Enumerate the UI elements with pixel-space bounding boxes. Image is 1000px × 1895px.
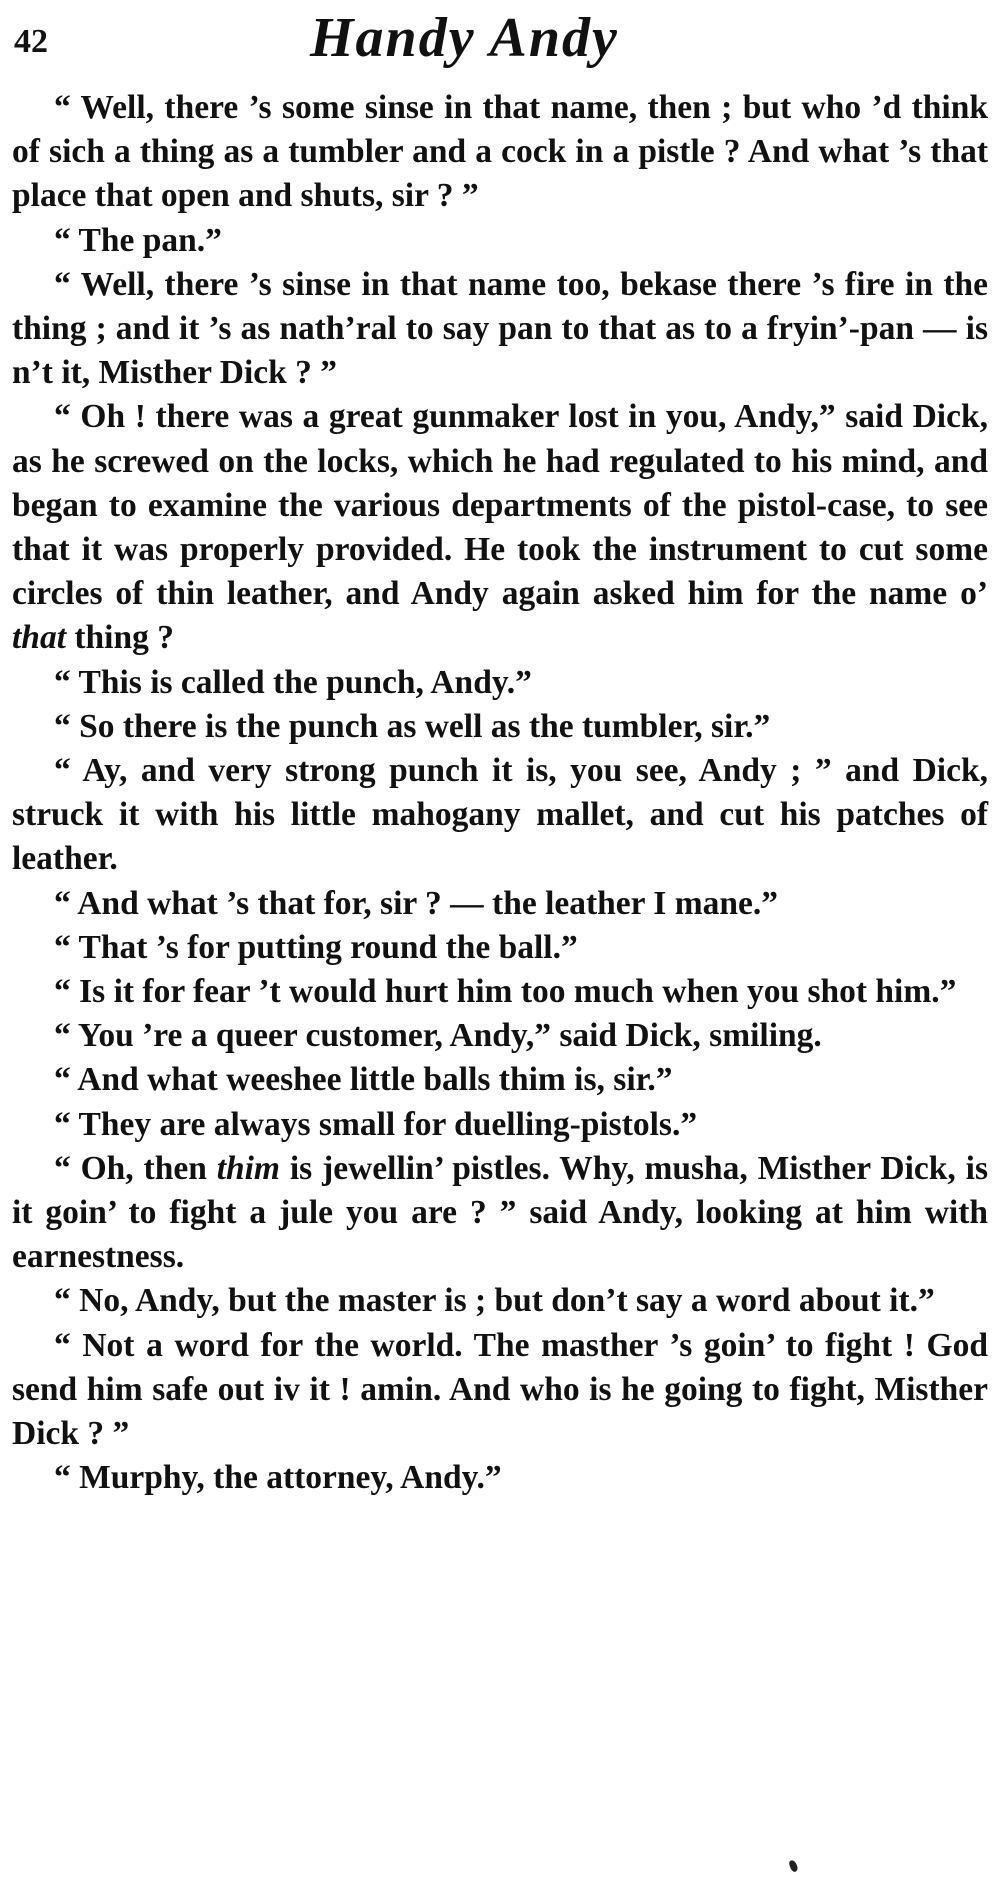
paragraph bbox=[12, 1103, 988, 1147]
paragraph-text: “ Well, there ’s some sinse in that name, then ; but who ’d think of sich a thing as a tumbler and a cock in a pistle ? And what ’s that place that open and shuts, sir ? ” bbox=[12, 89, 988, 215]
paragraph-text: “ Oh, then bbox=[54, 1149, 217, 1187]
paragraph-text: “ That ’s for putting round the ball.” bbox=[54, 928, 578, 966]
paragraph bbox=[12, 1279, 988, 1323]
paragraph-text: “ Well, there ’s sinse in that name too, bekase there ’s fire in the thing ; and it ’s as nath’ral to say pan to that as to a fryin’-pan — is n’t it, Misther Dick ? ” bbox=[12, 265, 988, 392]
page-number: 42 bbox=[14, 23, 48, 60]
paragraph-text: is jewellin’ pistles. Why, musha, Misther Dick, is it goin’ to fight a jule you are ? ” said Andy, looking at him with earnestness. bbox=[12, 1149, 988, 1276]
paragraph bbox=[12, 1014, 988, 1058]
paragraph-text: “ And what ’s that for, sir ? — the leather I mane.” bbox=[54, 884, 778, 922]
paragraph-text: “ The pan.” bbox=[54, 221, 222, 259]
paragraph bbox=[12, 219, 988, 263]
paragraph bbox=[12, 86, 988, 219]
paragraph-text: “ You ’re a queer customer, Andy,” said Dick, smiling. bbox=[54, 1017, 822, 1055]
paragraph bbox=[12, 1147, 988, 1280]
paragraph-text: “ Not a word for the world. The masther ’s goin’ to fight ! God send him safe out iv it ! amin. And who is he going to fight, Misther Dick ? ” bbox=[12, 1326, 988, 1453]
paragraph bbox=[12, 1324, 988, 1457]
running-title: Handy Andy bbox=[310, 7, 619, 69]
paragraph bbox=[12, 970, 988, 1014]
paragraph bbox=[12, 1058, 988, 1102]
italic-text: thim bbox=[216, 1149, 280, 1187]
paragraph-text: “ Oh ! there was a great gunmaker lost in you, Andy,” said Dick, as he screwed on the locks, which he had regulated to his mind, and began to examine the various departments of the pistol-case, to see that it was properly provided. He took the instrument to cut some circles of thin leather, and Andy again asked him for the name o’ bbox=[12, 398, 988, 613]
paragraph bbox=[12, 263, 988, 396]
page-header bbox=[0, 0, 1000, 80]
paragraph-text: “ Is it for fear ’t would hurt him too much when you shot him.” bbox=[54, 973, 957, 1011]
paragraph bbox=[12, 705, 988, 749]
italic-text: that bbox=[12, 619, 66, 657]
paragraph-text: “ They are always small for duelling-pistols.” bbox=[54, 1105, 698, 1143]
paragraph bbox=[12, 926, 988, 970]
paragraph-text: “ No, Andy, but the master is ; but don’t say a word about it.” bbox=[54, 1282, 935, 1320]
paragraph-text: “ Murphy, the attorney, Andy.” bbox=[54, 1459, 502, 1497]
paragraph bbox=[12, 661, 988, 705]
paragraph bbox=[12, 1456, 988, 1500]
body-text bbox=[12, 86, 988, 1501]
paragraph-text: “ This is called the punch, Andy.” bbox=[54, 663, 532, 701]
paragraph-text: “ And what weeshee little balls thim is, sir.” bbox=[54, 1061, 673, 1099]
paragraph-text: thing ? bbox=[66, 619, 174, 657]
paragraph-text: “ Ay, and very strong punch it is, you see, Andy ; ” and Dick, struck it with his little mahogany mallet, and cut his patches of leather. bbox=[12, 752, 988, 878]
paragraph-text: “ So there is the punch as well as the tumbler, sir.” bbox=[54, 707, 771, 745]
paragraph bbox=[12, 395, 988, 660]
ink-speck bbox=[788, 1859, 799, 1873]
paragraph bbox=[12, 882, 988, 926]
paragraph bbox=[12, 749, 988, 882]
